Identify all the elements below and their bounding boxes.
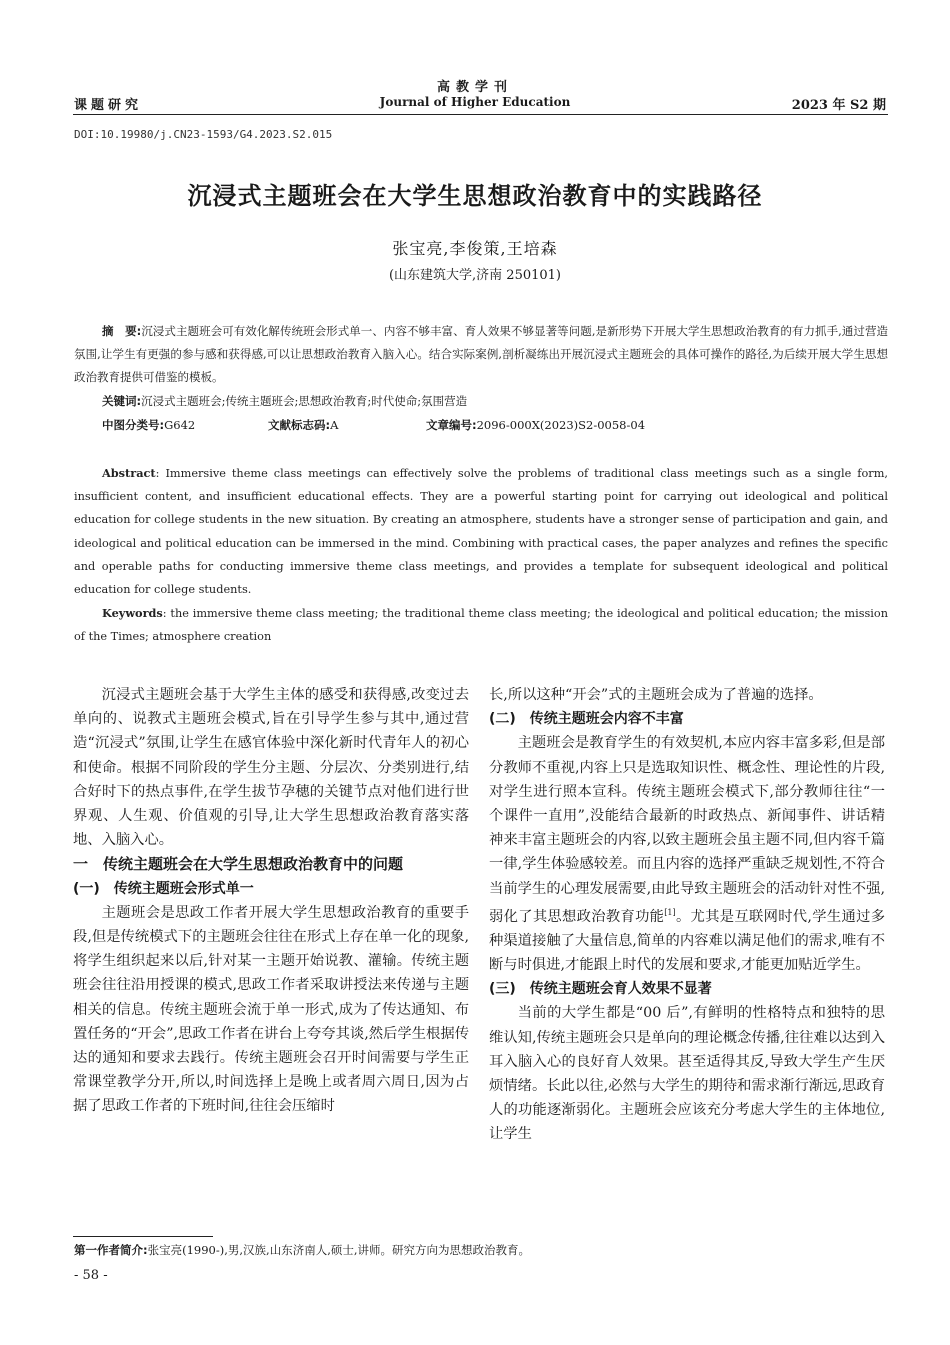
journal-name-cn: 高教学刊 xyxy=(436,80,513,95)
keywords-en xyxy=(74,602,888,648)
paragraph-content-part2: 。尤其是互联网时代,学生通过多种渠道接触了大量信息,简单的内容难以满足他们的需求,唯有不断与时俱进,才能跟上时代的发展和要求,才能更加贴近学生。 xyxy=(489,908,886,973)
abstract-en-label: Abstract xyxy=(102,466,156,480)
footnote-text: 张宝亮(1990-),男,汉族,山东济南人,硕士,讲师。研究方向为思想政治教育。 xyxy=(147,1243,531,1257)
section-heading-1: 一 传统主题班会在大学生思想政治教育中的问题 xyxy=(73,855,404,874)
citation-ref[interactable]: [1] xyxy=(664,907,676,917)
footnote-rule xyxy=(73,1236,213,1237)
clc-number xyxy=(102,417,195,433)
intro-paragraph: 沉浸式主题班会基于大学生主体的感受和获得感,改变过去单向的、说教式主题班会模式,旨在引导学生参与其中,通过营造“沉浸式”氛围,让学生在感官体验中深化新时代青年人的初心和使命。根据不同阶段的学生分主题、分层次、分类别进行,结合好时下的热点事件,在学生拔节孕穗的关键节点对他们进行世界观、人生观、价值观的引导,让大学生思想政治教育落实落地、入脑入心。 xyxy=(73,687,469,849)
paper-title: 沉浸式主题班会在大学生思想政治教育中的实践路径 xyxy=(187,182,763,210)
abstract-cn xyxy=(74,320,888,389)
abstract-cn-text: 沉浸式主题班会可有效化解传统班会形式单一、内容不够丰富、育人效果不够显著等问题,是新形势下开展大学生思想政治教育的有力抓手,通过营造氛围,让学生有更强的参与感和获得感,可以让思想政治教育入脑入心。结合实际案例,剖析凝练出开展沉浸式主题班会的具体可操作的路径,为后续开展大学生思想政治教育提供可借鉴的模板。 xyxy=(74,324,888,384)
doc-code-value: A xyxy=(330,418,339,432)
body-column-left xyxy=(73,683,469,1119)
doc-code-label: 文献标志码: xyxy=(268,418,331,432)
paragraph-content-part1: 主题班会是教育学生的有效契机,本应内容丰富多彩,但是部分教师不重视,内容上只是选取知识性、概念性、理论性的片段,对学生进行照本宣科。传统主题班会模式下,部分教师往往“一个课件一直用”,没能结合最新的时政热点、新闻事件、讲话精神来丰富主题班会的内容,以致主题班会虽主题不同,但内容千篇一律,学生体验感较差。而且内容的选择严重缺乏规划性,不符合当前学生的心理发展需要,由此导致主题班会的活动针对性不强,弱化了其思想政治教育功能 xyxy=(489,735,885,925)
doi: DOI:10.19980/j.CN23-1593/G4.2023.S2.015 xyxy=(74,128,333,141)
keywords-en-label: Keywords xyxy=(102,606,163,620)
subsection-heading-2: (二) 传统主题班会内容不丰富 xyxy=(489,711,684,728)
subsection-heading-3: (三) 传统主题班会育人效果不显著 xyxy=(489,981,712,998)
body-column-right xyxy=(489,683,885,1147)
clc-value: G642 xyxy=(164,418,196,432)
keywords-cn xyxy=(102,393,467,409)
paragraph-effect-weak: 当前的大学生都是“00 后”,有鲜明的性格特点和独特的思维认知,传统主题班会只是单向的理论概念传播,往往难以达到入耳入脑入心的良好育人效果。甚至适得其反,导致大学生产生厌烦情绪。长此以往,必然与大学生的期待和需求渐行渐远,思政育人的功能逐渐弱化。主题班会应该充分考虑大学生的主体地位,让学生 xyxy=(489,1005,885,1143)
keywords-cn-label: 关键词: xyxy=(102,394,142,408)
paragraph-content-lacking xyxy=(489,731,885,977)
clc-label: 中图分类号: xyxy=(102,418,165,432)
author-footnote xyxy=(74,1242,530,1258)
affiliation: (山东建筑大学,济南 250101) xyxy=(388,268,562,283)
keywords-cn-text: 沉浸式主题班会;传统主题班会;思想政治教育;时代使命;氛围营造 xyxy=(141,394,468,408)
authors: 张宝亮,李俊策,王培森 xyxy=(392,239,558,258)
paragraph-form-single: 主题班会是思政工作者开展大学生思想政治教育的重要手段,但是传统模式下的主题班会往往在形式上存在单一化的现象,将学生组织起来以后,针对某一主题开始说教、灌输。传统主题班会往往沿用授课的模式,思政工作者采取讲授法来传递与主题相关的信息。传统主题班会流于单一形式,成为了传达通知、布置任务的“开会”,思政工作者在讲台上夸夸其谈,然后学生根据传达的通知和要求去践行。传统主题班会召开时间需要与学生正常课堂教学分开,所以,时间选择上是晚上或者周六周日,因为占据了思政工作者的下班时间,往往会压缩时 xyxy=(73,904,469,1115)
abstract-en-text: : Immersive theme class meetings can effectively solve the problems of traditional class meetings such as a single form, insufficient content, and insufficient educational effects. They are a powerful starting point for carrying out ideological and political education for college students in the new situation. By creating an atmosphere, students have a stronger sense of participation and gain, and ideological and political education can be immersed in the mind. Combining with practical cases, the paper analyzes and refines the specific and operable paths for conducting immersive theme class meetings, and provides a template for subsequent ideological and political education for college students. xyxy=(74,467,888,597)
subsection-heading-1: (一) 传统主题班会形式单一 xyxy=(73,880,254,897)
abstract-en xyxy=(74,462,888,601)
issue-label: 2023 年 S2 期 xyxy=(791,98,886,113)
page-number: - 58 - xyxy=(74,1268,108,1283)
article-number-label: 文章编号: xyxy=(426,418,477,432)
document-code xyxy=(268,417,338,433)
article-number xyxy=(426,417,645,433)
footnote-label: 第一作者简介: xyxy=(74,1243,148,1257)
journal-name-en: Journal of Higher Education xyxy=(379,95,571,109)
header-rule xyxy=(73,114,888,115)
section-label: 课题研究 xyxy=(74,98,143,113)
keywords-en-text: : the immersive theme class meeting; the traditional theme class meeting; the ideological and political education; the mission of the Times; atmosphere creation xyxy=(74,607,888,644)
abstract-cn-label: 摘 要: xyxy=(102,324,142,338)
article-number-value: 2096-000X(2023)S2-0058-04 xyxy=(476,418,646,432)
continued-paragraph: 长,所以这种“开会”式的主题班会成为了普遍的选择。 xyxy=(489,687,823,703)
